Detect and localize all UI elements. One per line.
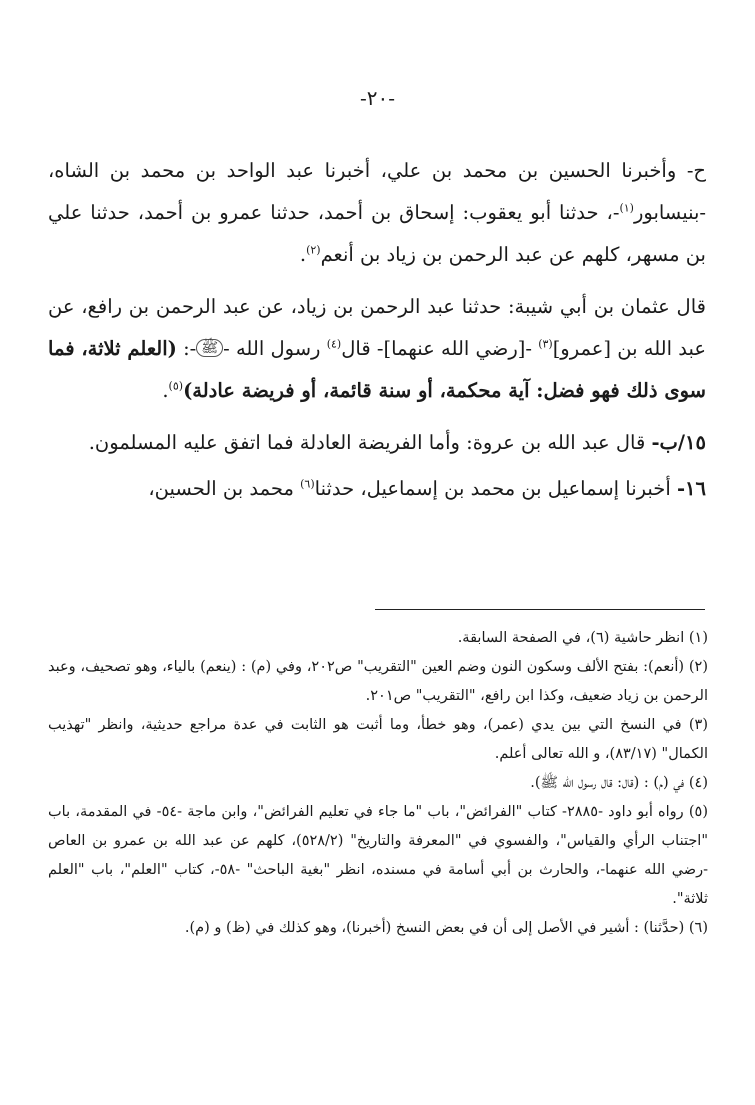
narration-number: ١٥/ب- — [651, 431, 706, 454]
footnote-label: (٤) — [688, 775, 708, 791]
paragraph-isnad-1 — [48, 150, 706, 276]
footnote-text: في النسخ التي بين يدي (عمر)، وهو خطأ، وما أثبت هو الثابت في عدة مراجع حديثية، وانظر "تهذيب الكمال" (٨٣/١٧)، و الله تعالى أعلم. — [48, 717, 708, 762]
footnote-text: (أنعم): بفتح الألف وسكون النون وضم العين "التقريب" ص٢٠٢، وفي (م) : (ينعم) بالياء، وهو تصحيف، وعبد الرحمن بن زياد ضعيف، وكذا ابن رافع، "التقريب" ص٢٠١. — [48, 659, 708, 704]
text-span: أخبرنا إسماعيل بن محمد بن إسماعيل، حدثنا — [314, 477, 677, 500]
footnote-1 — [48, 624, 708, 653]
footnote-label: (٢) — [688, 659, 708, 675]
footnote-text: رواه أبو داود -٢٨٨٥- كتاب "الفرائض"، باب "ما جاء في تعليم الفرائض"، وابن ماجة -٥٤- في المقدمة، باب "اجتناب الرأي والقياس"، والفسوي في "المعرفة والتاريخ" (٥٢٨/٢)، كلهم عن عبد الله بن عمرو بن العاص -رضي الله عنهما-، والحارث بن أبي أسامة في مسنده، انظر "بغية الباحث" -٥٨-، كتاب "العلم"، باب "العلم ثلاثة". — [48, 804, 708, 907]
footnote-label: (١) — [688, 630, 708, 646]
footnote-label: (٣) — [688, 717, 709, 733]
text-span: -، حدثنا أبو يعقوب: إسحاق بن أحمد، حدثنا عمرو بن أحمد، حدثنا علي بن مسهر، كلهم عن عبد الرحمن بن زياد بن أنعم — [48, 201, 706, 266]
footnotes — [48, 624, 708, 943]
text-span: قال عبد الله بن عروة: وأما الفريضة العادلة فما اتفق عليه المسلمون. — [88, 431, 652, 454]
footnote-ref-4[interactable]: (٤) — [326, 337, 342, 351]
footnote-ref-2[interactable]: (٢) — [306, 243, 321, 257]
text-span: ح- وأخبرنا الحسين بن محمد بن علي، أخبرنا عبد الواحد بن محمد بن الشاه، -بنيسابور — [48, 159, 706, 224]
footnote-text: انظر حاشية (٦)، في الصفحة السابقة. — [457, 630, 685, 646]
footnote-3 — [48, 711, 708, 769]
salutation-glyph: ﷺ — [196, 339, 223, 357]
footnote-6 — [48, 914, 708, 943]
hadith-quote: (العلم ثلاثة، فما سوى ذلك فهو فضل: آية محكمة، أو سنة قائمة، أو فريضة عادلة) — [48, 337, 706, 402]
footnote-label: (٦) — [688, 920, 708, 936]
text-span: رسول الله - — [223, 337, 327, 360]
text-span: محمد بن الحسين، — [148, 477, 301, 500]
footnote-text: (حدَّثنا) : أشير في الأصل إلى أن في بعض النسخ (أخبرنا)، وهو كذلك في (ظ) و (م). — [184, 920, 685, 936]
footnote-ref-5[interactable]: (٥) — [168, 379, 184, 393]
paragraph-16 — [48, 468, 706, 510]
text-span: قال عثمان بن أبي شيبة: حدثنا عبد الرحمن بن زياد، عن عبد الرحمن بن رافع، عن عبد الله بن [عمرو] — [48, 295, 706, 360]
footnote-separator — [375, 609, 705, 610]
paragraph-15b — [48, 422, 706, 464]
footnote-4 — [48, 769, 708, 798]
footnote-text: في (م) : (قال: قال رسول الله ﷺ). — [530, 775, 685, 791]
footnote-ref-6[interactable]: (٦) — [300, 477, 315, 491]
paragraph-hadith — [48, 286, 706, 412]
footnote-label: (٥) — [688, 804, 708, 820]
footnote-ref-3[interactable]: (٣) — [538, 337, 553, 351]
text-span: -[رضي الله عنهما]- قال — [341, 337, 539, 360]
text-span: . — [162, 379, 169, 402]
text-span: -: — [176, 337, 197, 360]
main-text — [48, 150, 706, 520]
footnote-2 — [48, 653, 708, 711]
page-number: -٢٠- — [359, 86, 395, 110]
footnote-5 — [48, 798, 708, 914]
narration-number: ١٦- — [676, 477, 706, 500]
footnote-ref-1[interactable]: (١) — [619, 201, 634, 215]
text-span: . — [299, 243, 307, 266]
